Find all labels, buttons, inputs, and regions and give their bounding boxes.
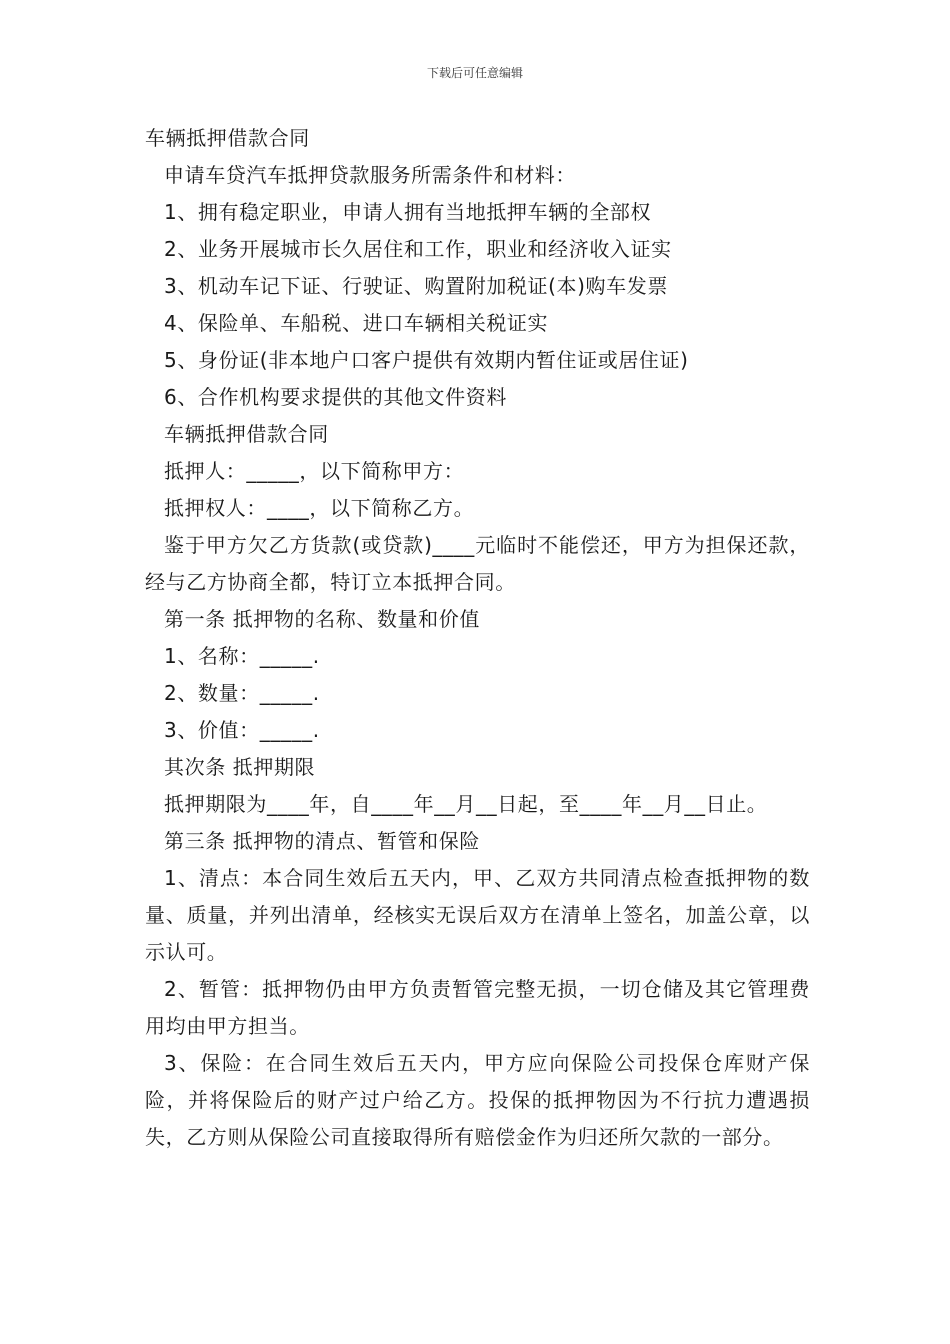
term-paragraph: 抵押期限为____年，自____年__月__日起，至____年__月__日止。 — [164, 792, 768, 816]
mortgagee-line: 抵押权人：____，以下简称乙方。 — [164, 496, 475, 520]
list-item: 2、数量：_____. — [164, 681, 320, 705]
clause-paragraph: 2、暂管：抵押物仍由甲方负责暂管完整无损，一切仓储及其它管理费用均由甲方担当。 — [145, 977, 810, 1038]
paragraph: 申请车贷汽车抵押贷款服务所需条件和材料： — [164, 163, 576, 187]
preamble-paragraph: 鉴于甲方欠乙方货款(或贷款)____元临时不能偿还，甲方为担保还款，经与乙方协商全都，特订立本抵押合同。 — [145, 533, 810, 594]
list-item: 6、合作机构要求提供的其他文件资料 — [164, 385, 507, 409]
mortgagor-line: 抵押人：_____，以下简称甲方： — [164, 459, 465, 483]
header-note: 下载后可任意编辑 — [426, 66, 523, 80]
list-item: 5、身份证(非本地户口客户提供有效期内暂住证或居住证) — [164, 348, 689, 372]
contract-title: 车辆抵押借款合同 — [164, 422, 329, 446]
clause-paragraph: 3、保险：在合同生效后五天内，甲方应向保险公司投保仓库财产保险，并将保险后的财产过户给乙方。投保的抵押物因为不行抗力遭遇损失，乙方则从保险公司直接取得所有赔偿金作为归还所欠款的一部分。 — [145, 1051, 810, 1149]
list-item: 1、拥有稳定职业，申请人拥有当地抵押车辆的全部权 — [164, 200, 652, 224]
list-item: 3、机动车记下证、行驶证、购置附加税证(本)购车发票 — [164, 274, 668, 298]
clause-paragraph: 1、清点：本合同生效后五天内，甲、乙双方共同清点检查抵押物的数量、质量，并列出清单，经核实无误后双方在清单上签名，加盖公章，以示认可。 — [145, 866, 810, 964]
article-heading: 第三条 抵押物的清点、暂管和保险 — [164, 829, 480, 853]
list-item: 4、保险单、车船税、进口车辆相关税证实 — [164, 311, 549, 335]
article-heading: 第一条 抵押物的名称、数量和价值 — [164, 607, 480, 631]
document-title: 车辆抵押借款合同 — [145, 126, 310, 150]
list-item: 1、名称：_____. — [164, 644, 320, 668]
list-item: 2、业务开展城市长久居住和工作，职业和经济收入证实 — [164, 237, 672, 261]
document-body — [145, 120, 810, 1156]
list-item: 3、价值：_____. — [164, 718, 320, 742]
article-heading: 其次条 抵押期限 — [164, 755, 316, 779]
